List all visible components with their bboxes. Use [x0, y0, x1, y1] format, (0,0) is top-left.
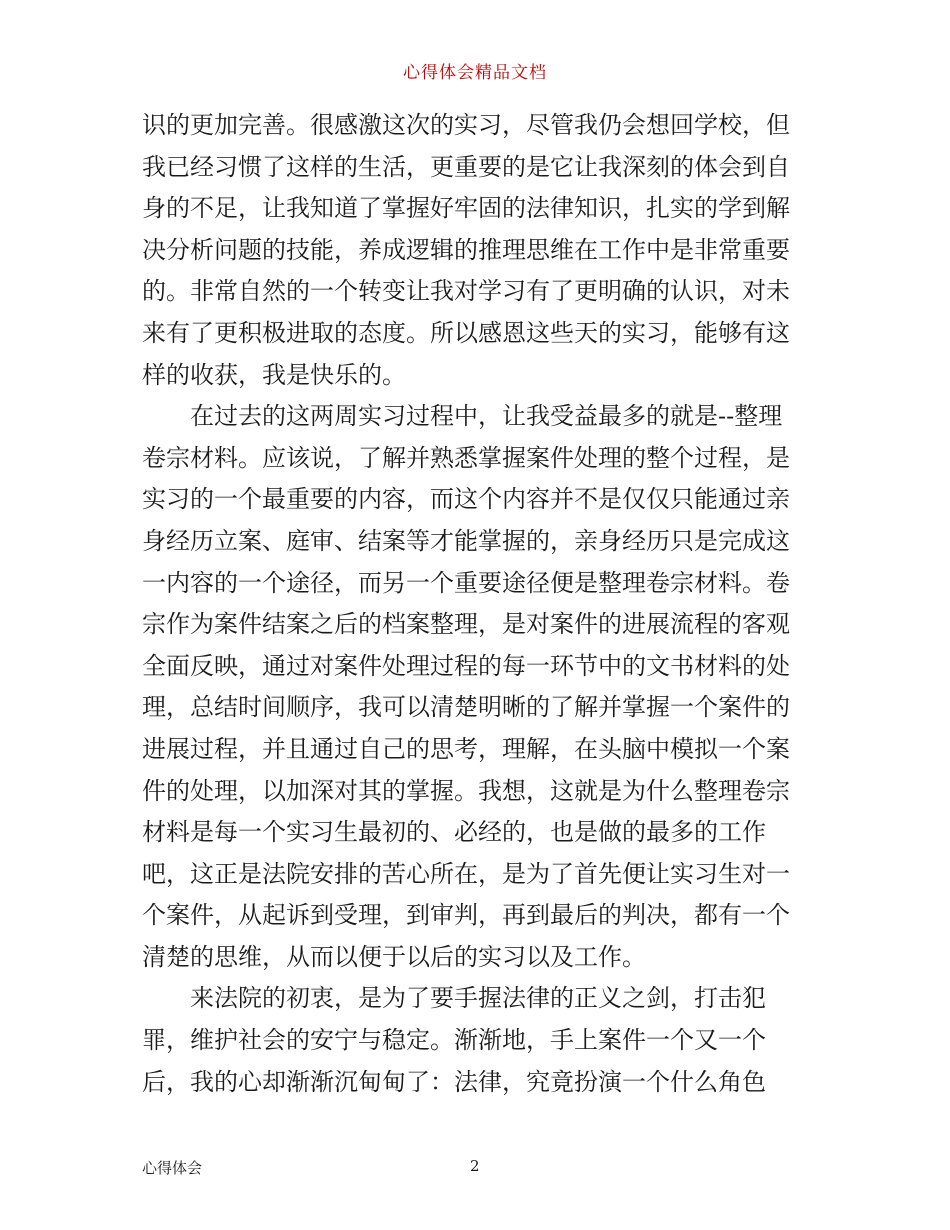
text-line: 全面反映，通过对案件处理过程的每一环节中的文书材料的处 [142, 651, 790, 680]
text-line: 样的收获，我是快乐的。 [142, 360, 406, 389]
page-number: 2 [470, 1157, 480, 1175]
paragraph [142, 105, 822, 396]
paragraph [142, 978, 822, 1103]
text-line: 身经历立案、庭审、结案等才能掌握的，亲身经历只是完成这 [142, 526, 790, 555]
text-line: 来法院的初衷，是为了要手握法律的正义之剑，打击犯 [190, 984, 766, 1013]
text-line: 一内容的一个途径，而另一个重要途径便是整理卷宗材料。卷 [142, 568, 790, 597]
paragraph [142, 396, 822, 978]
text-line: 身的不足，让我知道了掌握好牢固的法律知识，扎实的学到解 [142, 194, 790, 223]
text-line: 识的更加完善。很感激这次的实习，尽管我仍会想回学校，但 [142, 111, 790, 139]
text-line: 决分析问题的技能，养成逻辑的推理思维在工作中是非常重要 [142, 235, 790, 264]
footer-label: 心得体会 [142, 1159, 203, 1177]
page-header-title: 心得体会精品文档 [403, 63, 547, 83]
text-line: 的。非常自然的一个转变让我对学习有了更明确的认识，对未 [142, 277, 790, 306]
text-line: 个案件，从起诉到受理，到审判，再到最后的判决，都有一个 [142, 901, 790, 930]
text-line: 来有了更积极进取的态度。所以感恩这些天的实习，能够有这 [142, 318, 790, 347]
text-line: 在过去的这两周实习过程中，让我受益最多的就是--整理 [190, 402, 783, 431]
text-line: 理，总结时间顺序，我可以清楚明晰的了解并掌握一个案件的 [142, 693, 790, 722]
text-line: 卷宗材料。应该说，了解并熟悉掌握案件处理的整个过程，是 [142, 443, 790, 472]
text-line: 罪，维护社会的安宁与稳定。渐渐地，手上案件一个又一个 [142, 1026, 766, 1055]
text-line: 件的处理，以加深对其的掌握。我想，这就是为什么整理卷宗 [142, 776, 790, 805]
text-line: 材料是每一个实习生最初的、必经的，也是做的最多的工作 [142, 818, 766, 847]
text-line: 吧，这正是法院安排的苦心所在，是为了首先便让实习生对一 [142, 859, 790, 888]
text-line: 宗作为案件结案之后的档案整理，是对案件的进展流程的客观 [142, 610, 790, 639]
text-line: 后，我的心却渐渐沉甸甸了：法律，究竟扮演一个什么角色 [142, 1067, 766, 1096]
text-line: 我已经习惯了这样的生活，更重要的是它让我深刻的体会到自 [142, 152, 790, 181]
text-line: 进展过程，并且通过自己的思考，理解，在头脑中模拟一个案 [142, 734, 790, 763]
text-line: 实习的一个最重要的内容，而这个内容并不是仅仅只能通过亲 [142, 485, 790, 514]
text-line: 清楚的思维，从而以便于以后的实习以及工作。 [142, 942, 646, 971]
document-body [142, 105, 822, 1103]
